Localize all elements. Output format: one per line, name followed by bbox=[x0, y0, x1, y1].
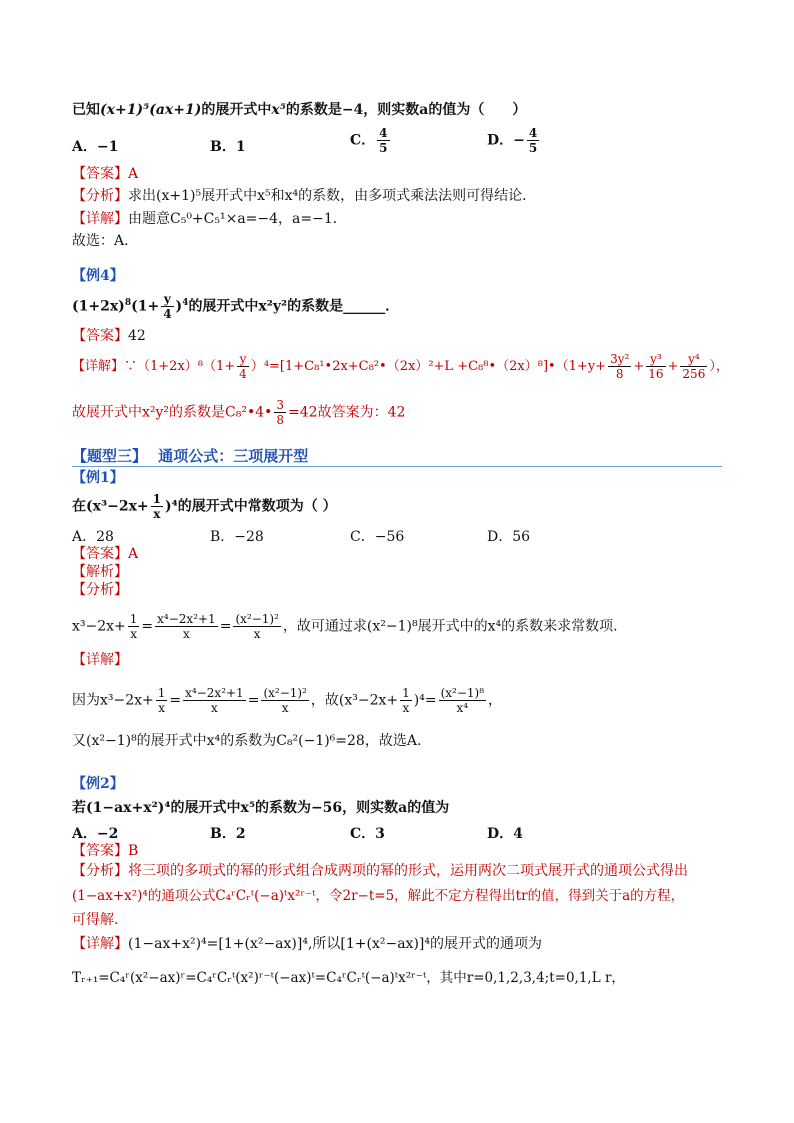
example-4-answer bbox=[72, 326, 146, 346]
fraction-denominator: x⁴ bbox=[456, 701, 469, 715]
fraction-denominator: 5 bbox=[528, 141, 538, 155]
q1-stem-expr: (x+1)⁵(ax+1) bbox=[100, 102, 202, 118]
fraction-denominator: x bbox=[253, 627, 261, 641]
fraction-denominator: x bbox=[153, 507, 161, 521]
fraction-denominator: 8 bbox=[615, 367, 624, 381]
ex4-detail-c: ）， bbox=[709, 359, 729, 374]
fraction-numerator: 1 bbox=[157, 686, 166, 700]
ex1-jiexi-tag: 【解析】 bbox=[72, 564, 128, 580]
answer-tag: 【答案】 bbox=[72, 546, 128, 562]
fraction-numerator: y bbox=[237, 352, 249, 367]
ex4-detail2-a: 故展开式中x²y²的系数是C₈²•4• bbox=[72, 404, 273, 421]
q1-option-d-fraction bbox=[527, 126, 539, 155]
q1-stem bbox=[72, 100, 526, 120]
ex1-ana-b: ，故可通过求(x²−1)⁸展开式中的x⁴的系数来求常数项. bbox=[282, 618, 618, 635]
fraction-denominator: x bbox=[158, 701, 165, 715]
ex1-ana-fraction-1 bbox=[128, 612, 140, 641]
fraction-denominator: x bbox=[183, 627, 190, 641]
equals-sign: = bbox=[141, 618, 154, 635]
fraction-numerator: x⁴−2x²+1 bbox=[185, 686, 244, 700]
analysis-text: 求出(x+1)⁵展开式中x⁵和x⁴的系数，由多项式乘法法则可得结论． bbox=[128, 188, 537, 204]
ex4-detail2-b: =42故答案为：42 bbox=[288, 404, 406, 421]
q1-stem-mid: 的展开式中 bbox=[201, 102, 272, 118]
ex1-detail-tag: 【详解】 bbox=[72, 652, 128, 668]
ex1-answer bbox=[72, 544, 138, 564]
q1-answer bbox=[72, 164, 138, 184]
fraction-numerator: 3 bbox=[276, 398, 285, 412]
ex2-analysis-2: (1−ax+x²)⁴的通项公式C₄ʳCᵣᵗ(−a)ᵗx²ʳ⁻ᵗ，令2r−t=5，解此不定方程得出tr的值，得到关于a的方程， bbox=[72, 888, 685, 904]
fraction-numerator: 1 bbox=[129, 612, 138, 626]
ex2-detail-1 bbox=[72, 934, 542, 954]
q1-detail bbox=[72, 209, 347, 229]
ex1-ana-a: x³−2x+ bbox=[72, 618, 126, 635]
ex2-option-d: D．4 bbox=[487, 826, 523, 842]
q1-option-a: A．−1 bbox=[72, 139, 119, 155]
ex2-answer bbox=[72, 841, 138, 861]
ex4-detail-fraction-2 bbox=[608, 352, 631, 381]
ex4-stem-a: (1+2x) bbox=[72, 298, 125, 315]
ex1-det-fraction-2 bbox=[183, 686, 246, 715]
ex1-det-fraction-4 bbox=[400, 686, 412, 715]
analysis-text: 将三项的多项式的幂的形式组合成两项的幂的形式，运用两次二项式展开式的通项公式得出 bbox=[128, 863, 688, 879]
ex4-detail-fraction-4 bbox=[680, 352, 707, 381]
example-4-stem bbox=[72, 292, 399, 321]
ex1-option-a: A．28 bbox=[72, 529, 114, 545]
example-1-stem bbox=[72, 492, 337, 521]
ex1-det-fraction-3 bbox=[261, 686, 308, 715]
fraction-denominator: 16 bbox=[648, 367, 664, 381]
ex1-det-c: )⁴= bbox=[413, 692, 437, 709]
q1-stem-prefix: 已知 bbox=[72, 102, 100, 118]
ex2-option-c: C．3 bbox=[350, 826, 385, 842]
answer-tag: 【答案】 bbox=[72, 166, 128, 182]
fraction-denominator: x bbox=[211, 701, 218, 715]
fraction-denominator: 5 bbox=[379, 141, 388, 155]
detail-tag: 【详解】 bbox=[72, 359, 125, 374]
ex4-stem-fraction bbox=[161, 292, 173, 321]
fraction-numerator: 4 bbox=[528, 126, 538, 140]
fraction-numerator: (x²−1)⁸ bbox=[440, 686, 485, 700]
answer-value: 42 bbox=[128, 328, 146, 344]
ex4-detail2-fraction bbox=[274, 398, 286, 427]
fraction-denominator: 4 bbox=[163, 307, 172, 321]
ex1-det-b: ，故(x³−2x+ bbox=[310, 692, 399, 709]
ex4-stem-b: (1+ bbox=[131, 298, 160, 315]
fraction-numerator: (x²−1)² bbox=[263, 686, 307, 700]
section-3-tag: 【题型三】 bbox=[72, 447, 148, 465]
ex4-detail-fraction-3 bbox=[646, 352, 665, 381]
example-1-label: 【例1】 bbox=[72, 470, 124, 486]
section-3-title bbox=[72, 446, 308, 466]
fraction-numerator: y⁴ bbox=[680, 352, 707, 367]
q1-stem-term: x⁵ bbox=[271, 102, 286, 118]
ex2-analysis-3: 可得解. bbox=[72, 912, 119, 928]
ex1-ana-fraction-3 bbox=[233, 612, 280, 641]
fraction-numerator: y³ bbox=[646, 352, 665, 367]
ex1-option-b: B．−28 bbox=[210, 529, 264, 545]
fraction-numerator: (x²−1)² bbox=[235, 612, 279, 626]
q1-option-c-fraction bbox=[377, 126, 389, 155]
ex4-stem-power-4: 4 bbox=[182, 297, 189, 308]
answer-value: A bbox=[128, 166, 139, 182]
ex1-analysis bbox=[72, 612, 618, 641]
detail-tag: 【详解】 bbox=[72, 211, 128, 227]
ex4-detail-a: ∵（1+2x）⁸（1+ bbox=[124, 359, 236, 374]
section-3-title-text: 通项公式：三项展开型 bbox=[158, 447, 309, 465]
ex1-det-fraction-1 bbox=[156, 686, 168, 715]
answer-value: A bbox=[128, 546, 139, 562]
example-2-stem: 若(1−ax+x²)⁴的展开式中x⁵的系数为−56，则实数a的值为 bbox=[72, 800, 450, 816]
ex1-stem-b: )⁴的展开式中常数项为（ ） bbox=[165, 498, 337, 515]
detail-tag: 【详解】 bbox=[72, 936, 128, 952]
example-4-detail: 【详解】∵（1+2x）⁸（1+ $\frac{y}{4}$ ）⁴=[1+C₈¹•2x+C₈²•（2x）²+L +C₈⁸•（2x）⁸]•（1+y+ $\frac{\text{3y²}}{8}$ + $\frac{\text{y³}}{16}$ + $\frac{\text{y⁴}}{256}$ ）， bbox=[72, 352, 729, 381]
fraction-numerator: x⁴−2x²+1 bbox=[157, 612, 216, 626]
ex4-stem-d: 的展开式中x²y²的系数是______． bbox=[188, 298, 400, 315]
ex1-analysis-tag: 【分析】 bbox=[72, 582, 128, 598]
ex2-detail-2: Tᵣ₊₁=C₄ʳ(x²−ax)ʳ=C₄ʳCᵣᵗ(x²)ʳ⁻ᵗ(−ax)ᵗ=C₄ʳCᵣᵗ(−a)ᵗx²ʳ⁻ᵗ，其中r=0,1,2,3,4;t=0,1,L r， bbox=[72, 970, 625, 986]
ex1-option-c: C．−56 bbox=[350, 529, 405, 545]
fraction-numerator: y bbox=[161, 292, 173, 307]
fraction-denominator: x bbox=[402, 701, 410, 715]
ex4-stem-c: ) bbox=[175, 298, 183, 315]
fraction-denominator: x bbox=[281, 701, 289, 715]
fraction-numerator: 3y² bbox=[610, 352, 630, 366]
ex2-analysis-1 bbox=[72, 861, 688, 881]
example-4-detail-2 bbox=[72, 398, 405, 427]
answer-tag: 【答案】 bbox=[72, 328, 128, 344]
q1-option-c-label: C． bbox=[350, 132, 376, 149]
detail-text: (1−ax+x²)⁴=[1+(x²−ax)]⁴,所以[1+(x²−ax)]⁴的展开式的通项为 bbox=[128, 936, 542, 952]
ex4-detail-fraction-1 bbox=[237, 352, 249, 381]
section-3-divider bbox=[72, 466, 722, 467]
fraction-numerator: 4 bbox=[379, 126, 388, 140]
ex1-stem-fraction bbox=[151, 492, 163, 521]
answer-tag: 【答案】 bbox=[72, 843, 128, 859]
fraction-denominator: 8 bbox=[276, 413, 285, 427]
fraction-denominator: x bbox=[130, 627, 137, 641]
fraction-numerator: 1 bbox=[152, 492, 162, 506]
q1-analysis bbox=[72, 186, 536, 206]
q1-option-c bbox=[350, 126, 392, 155]
answer-value: B bbox=[128, 843, 139, 859]
ex2-option-b: B．2 bbox=[210, 826, 246, 842]
equals-sign: = bbox=[169, 692, 182, 709]
ex2-option-a: A．−2 bbox=[72, 826, 119, 842]
fraction-denominator: 4 bbox=[239, 367, 247, 381]
analysis-tag: 【分析】 bbox=[72, 863, 128, 879]
q1-option-d-label: D．− bbox=[487, 132, 525, 149]
example-2-label: 【例2】 bbox=[72, 776, 124, 792]
ex1-det-fraction-5 bbox=[439, 686, 486, 715]
ex4-stem-power-8: 8 bbox=[124, 297, 132, 308]
ex1-option-d: D．56 bbox=[487, 529, 531, 545]
detail-text: 由题意C₅⁰+C₅¹×a=−4，a=−1． bbox=[128, 211, 347, 227]
q1-choice: 故选：A． bbox=[72, 233, 139, 249]
ex1-stem-a: 在(x³−2x+ bbox=[72, 498, 149, 515]
example-4-label: 【例4】 bbox=[72, 268, 124, 284]
equals-sign: = bbox=[247, 692, 260, 709]
q1-option-b: B．1 bbox=[210, 139, 246, 155]
fraction-numerator: 1 bbox=[402, 686, 410, 700]
q1-option-d bbox=[487, 126, 541, 155]
q1-stem-suffix: 的系数是−4，则实数a的值为（ ） bbox=[285, 102, 527, 118]
ex1-detail-2: 又(x²−1)⁸的展开式中x⁴的系数为C₈²(−1)⁶=28，故选A. bbox=[72, 733, 422, 749]
equals-sign: = bbox=[219, 618, 232, 635]
analysis-tag: 【分析】 bbox=[72, 188, 128, 204]
ex1-detail bbox=[72, 686, 502, 715]
fraction-denominator: 256 bbox=[682, 367, 706, 381]
ex1-det-a: 因为x³−2x+ bbox=[72, 692, 154, 709]
ex1-det-d: ， bbox=[488, 692, 503, 709]
ex1-ana-fraction-2 bbox=[155, 612, 218, 641]
ex4-detail-b: ）⁴=[1+C₈¹•2x+C₈²•（2x）²+L +C₈⁸•（2x）⁸]•（1+y+ bbox=[250, 359, 607, 374]
